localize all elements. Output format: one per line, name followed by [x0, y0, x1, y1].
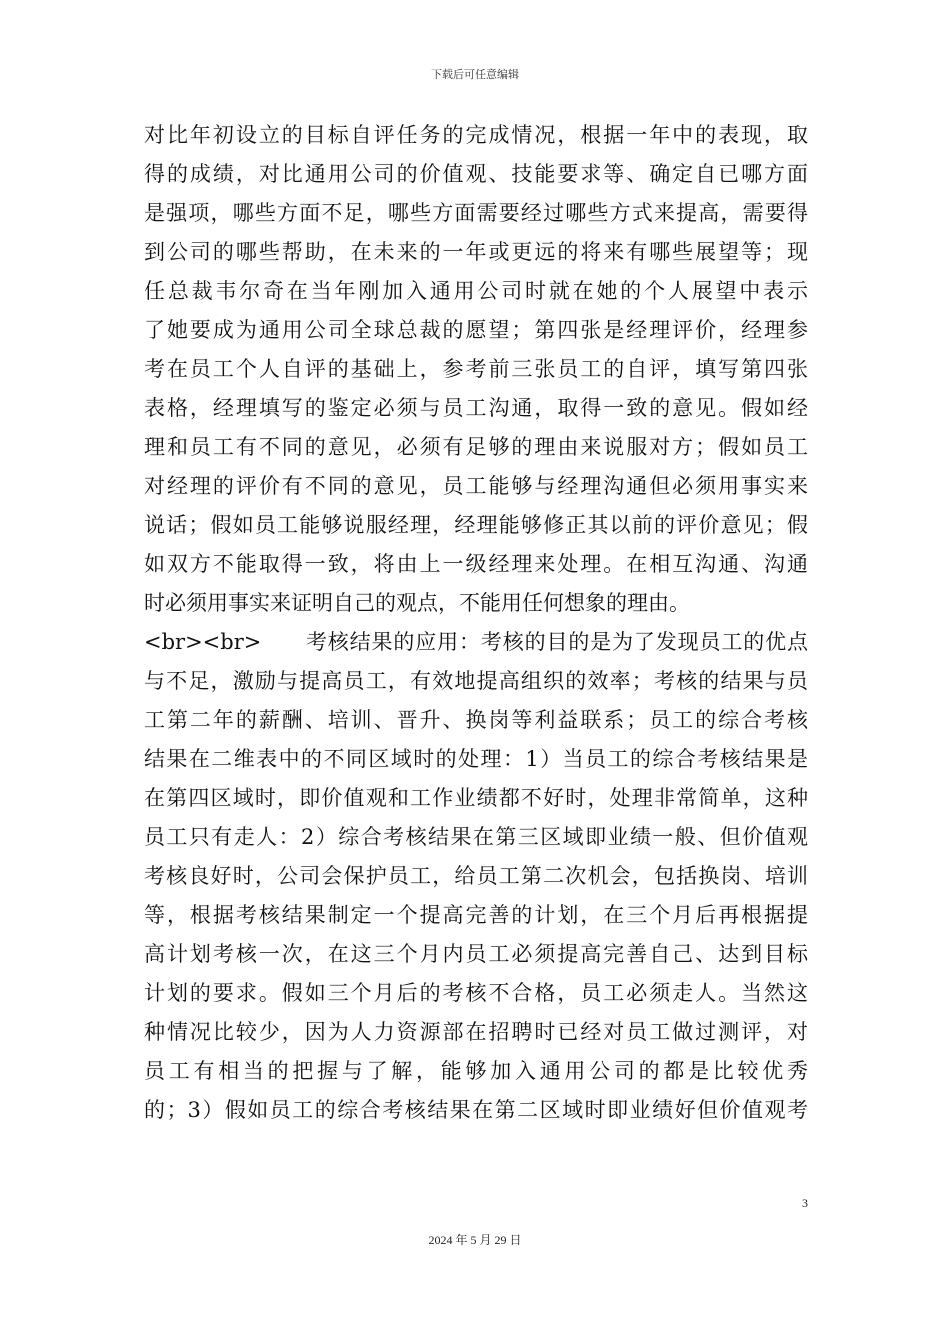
text-line: 的；3）假如员工的综合考核结果在第二区域时即业绩好但价值观考	[144, 1098, 808, 1122]
text-line: 工第二年的薪酬、培训、晋升、换岗等利益联系；员工的综合考核	[144, 708, 808, 732]
text-line: 员工有相当的把握与了解，能够加入通用公司的都是比较优秀	[144, 1059, 808, 1083]
page-footer-date: 2024 年 5 月 29 日	[428, 1233, 522, 1247]
text-line: 表格，经理填写的鉴定必须与员工沟通，取得一致的意见。假如经	[144, 396, 808, 420]
text-line: 在第四区域时，即价值观和工作业绩都不好时，处理非常简单，这种	[144, 786, 808, 810]
text-line: 计划的要求。假如三个月后的考核不合格，员工必须走人。当然这	[144, 981, 808, 1005]
text-line: 考在员工个人自评的基础上，参考前三张员工的自评，填写第四张	[144, 357, 808, 381]
page-header: 下载后可任意编辑	[431, 68, 519, 81]
text-line: 与不足，激励与提高员工，有效地提高组织的效率；考核的结果与员	[144, 669, 808, 693]
text-line: 对比年初设立的目标自评任务的完成情况，根据一年中的表现，取	[144, 123, 808, 147]
text-line: 理和员工有不同的意见，必须有足够的理由来说服对方；假如员工	[144, 435, 808, 459]
text-line: 是强项，哪些方面不足，哪些方面需要经过哪些方式来提高，需要得	[144, 201, 808, 225]
text-line: 任总裁韦尔奇在当年刚加入通用公司时就在她的个人展望中表示	[144, 279, 808, 303]
text-line: 考核良好时，公司会保护员工，给员工第二次机会，包括换岗、培训	[144, 864, 808, 888]
text-line: 高计划考核一次，在这三个月内员工必须提高完善自己、达到目标	[144, 942, 808, 966]
text-line: 员工只有走人：2）综合考核结果在第三区域即业绩一般、但价值观	[144, 825, 808, 849]
text-line: 种情况比较少，因为人力资源部在招聘时已经对员工做过测评，对	[144, 1020, 808, 1044]
text-line: 结果在二维表中的不同区域时的处理：1）当员工的综合考核结果是	[144, 747, 808, 771]
text-line: 说话；假如员工能够说服经理，经理能够修正其以前的评价意见；假	[144, 513, 808, 537]
text-line: 如双方不能取得一致，将由上一级经理来处理。在相互沟通、沟通	[144, 552, 808, 576]
text-line: 时必须用事实来证明自己的观点，不能用任何想象的理由。	[144, 591, 690, 615]
body-text	[144, 116, 808, 1130]
page-number: 3	[802, 1196, 808, 1210]
text-line: <br><br> 考核结果的应用：考核的目的是为了发现员工的优点	[144, 630, 808, 654]
text-line: 到公司的哪些帮助，在未来的一年或更远的将来有哪些展望等；现	[144, 240, 808, 264]
text-line: 对经理的评价有不同的意见，员工能够与经理沟通但必须用事实来	[144, 474, 808, 498]
text-line: 等，根据考核结果制定一个提高完善的计划，在三个月后再根据提	[144, 903, 808, 927]
text-line: 了她要成为通用公司全球总裁的愿望；第四张是经理评价，经理参	[144, 318, 808, 342]
text-line: 得的成绩，对比通用公司的价值观、技能要求等、确定自已哪方面	[144, 162, 808, 186]
